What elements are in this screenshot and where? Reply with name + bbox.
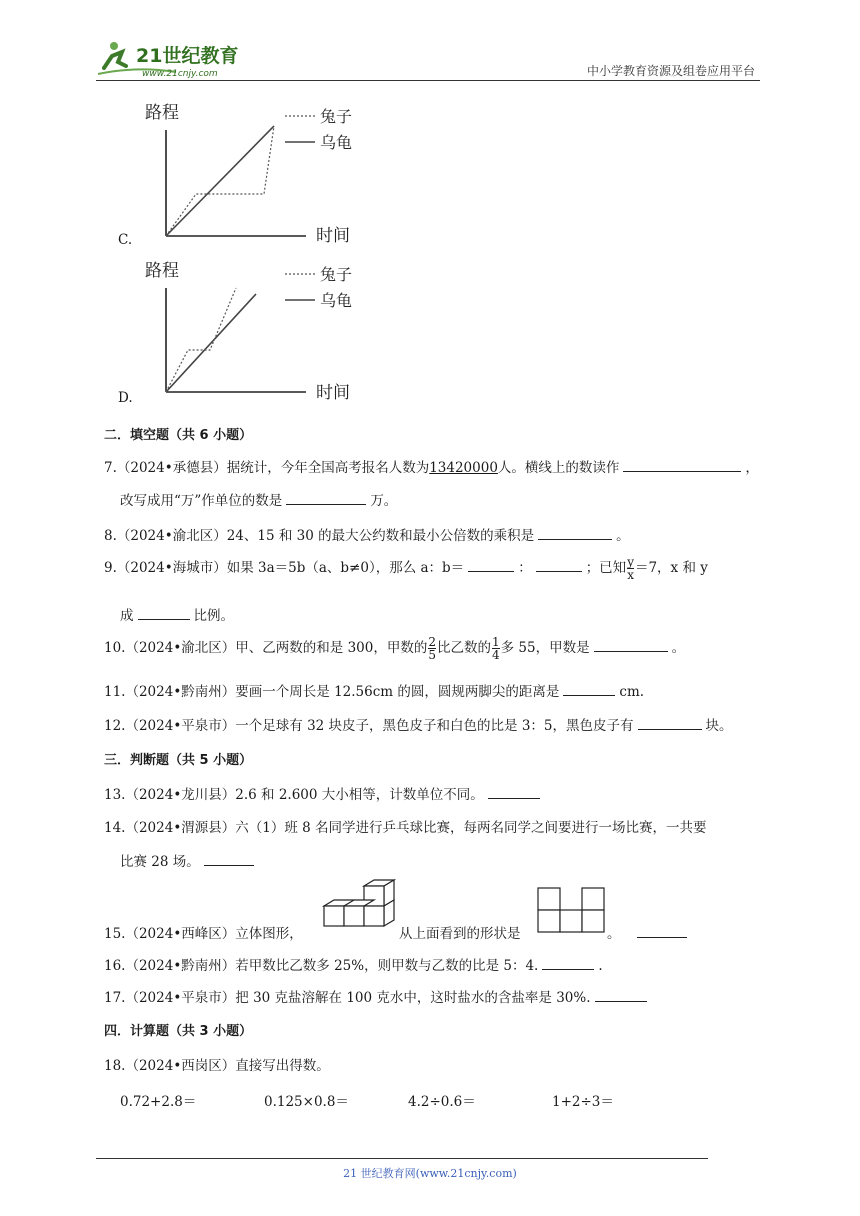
q13-text: 13.（2024•龙川县）2.6 和 2.600 大小相等，计数单位不同。 bbox=[104, 787, 484, 803]
q10-end: 。 bbox=[671, 640, 686, 656]
option-d-graph bbox=[140, 254, 380, 406]
q7-line2a: 改写成用“万”作单位的数是 bbox=[120, 493, 283, 509]
header-divider bbox=[96, 80, 760, 81]
legend-turtle-label: 乌龟 bbox=[320, 133, 353, 152]
option-c-graph bbox=[140, 96, 380, 248]
q18-item-2: 0.125×0.8＝ bbox=[264, 1094, 349, 1110]
question-7-line-1 bbox=[104, 456, 759, 476]
y-axis-label: 路程 bbox=[145, 103, 179, 123]
q15-3d-figure bbox=[320, 878, 398, 938]
question-18: 18.（2024•西岗区）直接写出得数。 bbox=[104, 1058, 330, 1074]
q9-fraction: $\frac{y}{x}$ bbox=[627, 555, 634, 582]
q10-part-c: 多 55，甲数是 bbox=[500, 640, 590, 656]
q15-part-a: 15.（2024•西峰区）立体图形， bbox=[104, 926, 303, 942]
option-d-label: D. bbox=[118, 390, 133, 406]
legend-rabbit-label: 兔子 bbox=[320, 107, 353, 126]
q9-line2b: 比例。 bbox=[193, 608, 234, 624]
q17-answer-blank[interactable] bbox=[595, 987, 647, 1002]
q17-text: 17.（2024•平泉市）把 30 克盐溶解在 100 克水中，这时盐水的含盐率是 30%. bbox=[104, 990, 591, 1006]
q10-answer-blank[interactable] bbox=[594, 637, 668, 652]
question-14-line-1: 14.（2024•渭源县）六（1）班 8 名同学进行乒乓球比赛，每两名同学之间要进行一场比赛，一共要 bbox=[104, 820, 707, 836]
q9-part-c: ＝7，x 和 y bbox=[634, 560, 708, 576]
q8-answer-blank[interactable] bbox=[538, 525, 612, 540]
q7-number: 13420000 bbox=[429, 460, 498, 476]
footer-source: 21 世纪教育网(www.21cnjy.com) bbox=[343, 1167, 517, 1180]
turtle-line bbox=[166, 126, 274, 236]
question-16 bbox=[104, 954, 603, 974]
q16-answer-blank[interactable] bbox=[542, 955, 594, 970]
header-platform-title: 中小学教育资源及组卷应用平台 bbox=[586, 64, 755, 78]
section-calc-heading: 四．计算题（共 3 小题） bbox=[104, 1024, 253, 1039]
q18-item-4: 1+2÷3＝ bbox=[552, 1094, 614, 1110]
section-judge-heading: 三．判断题（共 5 小题） bbox=[104, 753, 253, 768]
q13-answer-blank[interactable] bbox=[488, 784, 540, 799]
q18-item-1: 0.72+2.8＝ bbox=[120, 1094, 197, 1110]
q12-text: 12.（2024•平泉市）一个足球有 32 块皮子，黑色皮子和白色的比是 3：5，黑色皮子有 bbox=[104, 718, 634, 734]
q14-line2: 比赛 28 场。 bbox=[120, 854, 200, 870]
section-fill-heading: 二．填空题（共 6 小题） bbox=[104, 428, 253, 443]
option-c-label: C. bbox=[118, 232, 133, 248]
q15-end bbox=[607, 922, 691, 942]
logo-text: 21世纪教育 bbox=[136, 45, 239, 67]
question-13 bbox=[104, 783, 544, 803]
q15-answer-blank[interactable] bbox=[637, 923, 687, 938]
legend-rabbit-label: 兔子 bbox=[320, 265, 353, 284]
q9-sep: ： bbox=[518, 560, 532, 576]
logo-url: www.21cnjy.com bbox=[142, 69, 218, 79]
footer-divider bbox=[96, 1158, 708, 1159]
q10-fraction-1: $\frac{2}{5}$ bbox=[428, 635, 436, 662]
turtle-line bbox=[166, 294, 256, 392]
legend-turtle-label: 乌龟 bbox=[320, 291, 353, 310]
y-axis-label: 路程 bbox=[145, 261, 179, 281]
question-14-line-2 bbox=[120, 850, 258, 870]
q8-text: 8.（2024•渝北区）24、15 和 30 的最大公约数和最小公倍数的乘积是 bbox=[104, 528, 535, 544]
q7-answer-blank-1[interactable] bbox=[623, 457, 741, 472]
q15-top-view-figure bbox=[536, 886, 606, 934]
q7-end: ， bbox=[745, 460, 759, 476]
question-8 bbox=[104, 524, 630, 544]
x-axis-label: 时间 bbox=[316, 383, 350, 403]
question-17 bbox=[104, 986, 651, 1006]
q10-fraction-2: $\frac{1}{4}$ bbox=[492, 635, 500, 662]
question-11 bbox=[104, 680, 644, 700]
q7-mid: 人。横线上的数读作 bbox=[497, 460, 620, 476]
q9-part-a: 9.（2024•海城市）如果 3a＝5b（a、b≠0），那么 a：b＝ bbox=[104, 560, 465, 576]
q10-part-b: 比乙数的 bbox=[437, 640, 491, 656]
q11-answer-blank[interactable] bbox=[563, 681, 615, 696]
q15-part-b: 从上面看到的形状是 bbox=[399, 926, 521, 942]
q7-line2b: 万。 bbox=[370, 493, 398, 509]
q9-answer-blank-2[interactable] bbox=[536, 557, 582, 572]
q14-answer-blank[interactable] bbox=[204, 851, 254, 866]
rabbit-line bbox=[166, 288, 236, 392]
q9-answer-blank-3[interactable] bbox=[138, 605, 190, 620]
q12-end: 块。 bbox=[705, 718, 733, 734]
q12-answer-blank[interactable] bbox=[638, 715, 702, 730]
q16-end: . bbox=[598, 958, 603, 974]
q10-part-a: 10.（2024•渝北区）甲、乙两数的和是 300，甲数的 bbox=[104, 640, 428, 656]
q18-item-3: 4.2÷0.6＝ bbox=[408, 1094, 476, 1110]
question-9-line-1 bbox=[104, 556, 708, 581]
question-10 bbox=[104, 636, 685, 661]
question-9-line-2 bbox=[120, 604, 234, 624]
q15-middle bbox=[399, 922, 521, 942]
q7-prefix: 7.（2024•承德县）据统计，今年全国高考报名人数为 bbox=[104, 460, 430, 476]
q16-text: 16.（2024•黔南州）若甲数比乙数多 25%，则甲数与乙数的比是 5：4. bbox=[104, 958, 539, 974]
q11-end: cm. bbox=[619, 684, 645, 700]
site-logo bbox=[96, 38, 266, 80]
q9-answer-blank-1[interactable] bbox=[468, 557, 514, 572]
q8-end: 。 bbox=[616, 528, 630, 544]
q11-text: 11.（2024•黔南州）要画一个周长是 12.56cm 的圆，圆规两脚尖的距离是 bbox=[104, 684, 560, 700]
question-15 bbox=[104, 922, 303, 942]
x-axis-label: 时间 bbox=[316, 226, 350, 246]
q9-line2a: 成 bbox=[120, 608, 134, 624]
q15-part-c: 。 bbox=[607, 926, 621, 942]
q9-part-b: ；已知 bbox=[585, 560, 627, 576]
q7-answer-blank-2[interactable] bbox=[286, 490, 366, 505]
question-12 bbox=[104, 714, 733, 734]
question-7-line-2 bbox=[120, 489, 397, 509]
